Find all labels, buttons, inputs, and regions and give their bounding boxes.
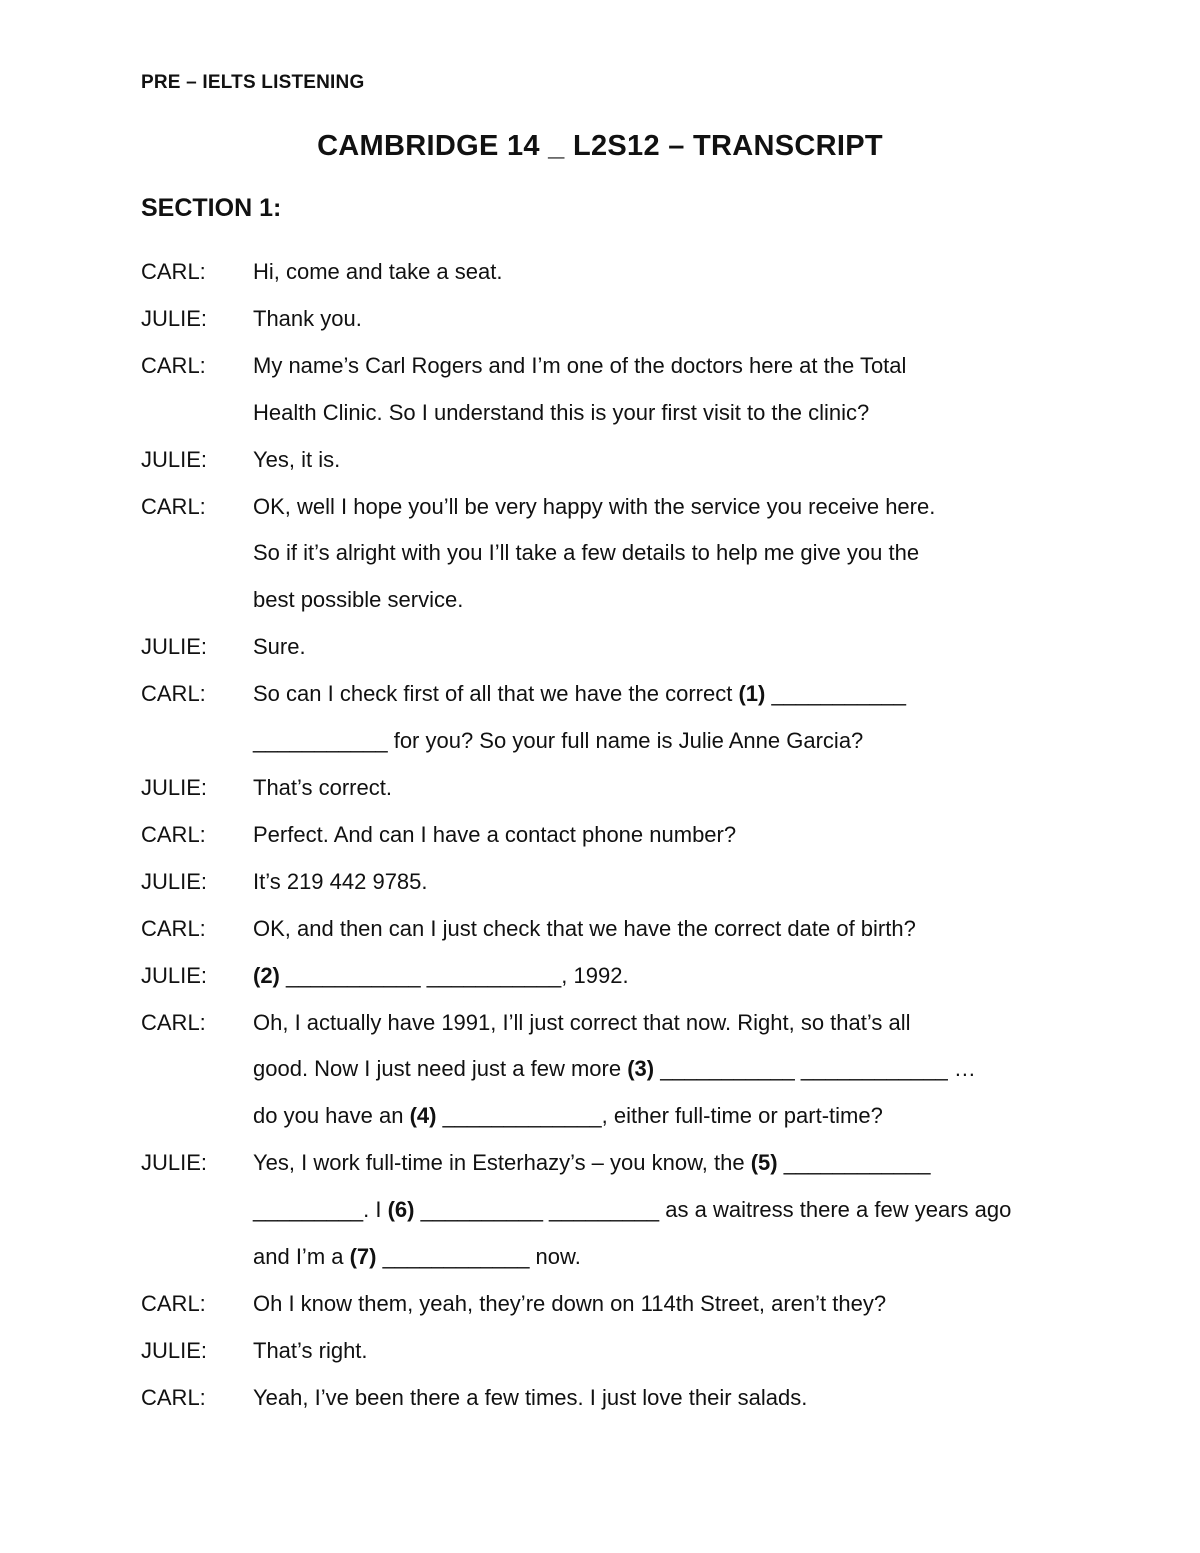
speech-fragment: Yes, it is. (253, 446, 341, 472)
dialogue-turn (141, 249, 1081, 296)
question-number: (1) (738, 681, 766, 707)
speech-line (253, 1328, 1081, 1375)
speech-text (253, 437, 1081, 484)
speech-fragment: My name’s Carl Rogers and I’m one of the doctors here at the Total (253, 352, 907, 378)
speech-fragment: good. Now I just need just a few more (253, 1056, 628, 1082)
speaker-label: JULIE: (141, 1337, 208, 1363)
speech-line (253, 577, 1081, 624)
speech-fragment: So if it’s alright with you I’ll take a few details to help me give you the (253, 540, 920, 566)
speech-fragment: ___________ (765, 681, 907, 707)
speech-fragment: Oh I know them, yeah, they’re down on 114th Street, aren’t they? (253, 1290, 887, 1316)
speaker-label: CARL: (141, 1009, 206, 1035)
speech-line (253, 1140, 1081, 1187)
question-number: (3) (627, 1056, 655, 1082)
speaker-label: CARL: (141, 259, 206, 284)
speech-line (253, 1234, 1081, 1281)
speech-text (253, 249, 1081, 296)
speech-text (253, 624, 1081, 671)
speaker-label: JULIE: (141, 305, 208, 331)
speech-fragment: do you have an (253, 1103, 410, 1129)
speaker-label: CARL: (141, 493, 206, 519)
speech-fragment: Sure. (253, 634, 306, 660)
document-title: CAMBRIDGE 14 _ L2S12 – TRANSCRIPT (317, 130, 883, 162)
speech-line (253, 953, 1081, 1000)
transcript-dialogue (141, 249, 1081, 1422)
question-number: (2) (253, 962, 280, 988)
speech-line (253, 1187, 1081, 1234)
question-number: (5) (750, 1150, 778, 1176)
speech-fragment: _________. I (253, 1197, 388, 1223)
dialogue-turn (141, 671, 1081, 765)
dialogue-turn (141, 1328, 1081, 1375)
dialogue-turn (141, 296, 1081, 343)
speech-fragment: Health Clinic. So I understand this is your first visit to the clinic? (253, 399, 870, 425)
speech-text (253, 859, 1081, 906)
speech-text (253, 953, 1081, 1000)
speech-line (253, 812, 1081, 859)
speech-line (253, 437, 1081, 484)
speaker-label: CARL: (141, 915, 206, 941)
question-number: (6) (387, 1197, 415, 1223)
speech-text (253, 1000, 1081, 1141)
speaker-label: JULIE: (141, 868, 208, 894)
speech-text (253, 343, 1081, 437)
speaker-label: CARL: (141, 681, 206, 707)
speech-text (253, 1375, 1081, 1422)
speech-fragment: ___________ ___________, 1992. (279, 962, 629, 988)
speech-fragment: and I’m a (253, 1244, 350, 1270)
page-header: PRE – IELTS LISTENING (141, 72, 365, 93)
speech-line (253, 249, 1081, 296)
speech-fragment: OK, and then can I just check that we have the correct date of birth? (253, 915, 916, 941)
question-number: (4) (409, 1103, 437, 1129)
dialogue-turn (141, 859, 1081, 906)
dialogue-turn (141, 906, 1081, 953)
speech-fragment: Hi, come and take a seat. (253, 259, 503, 284)
speech-fragment: So can I check first of all that we have the correct (253, 681, 739, 707)
speech-fragment: ____________ (777, 1150, 931, 1176)
speech-text (253, 1140, 1081, 1281)
speaker-label: CARL: (141, 1384, 206, 1410)
speaker-label: JULIE: (141, 1150, 208, 1176)
speech-fragment: best possible service. (253, 587, 464, 613)
dialogue-turn (141, 1000, 1081, 1141)
speech-fragment: __________ _________ as a waitress there a few years ago (414, 1197, 1012, 1223)
dialogue-turn (141, 1375, 1081, 1422)
speech-fragment: It’s 219 442 9785. (253, 868, 428, 894)
speech-fragment: _____________, either full-time or part-time? (436, 1103, 883, 1129)
speech-line (253, 906, 1081, 953)
dialogue-turn (141, 437, 1081, 484)
speech-line (253, 296, 1081, 343)
speaker-label: JULIE: (141, 446, 208, 472)
dialogue-turn (141, 343, 1081, 437)
speech-fragment: That’s correct. (253, 774, 392, 800)
speech-line (253, 1375, 1081, 1422)
dialogue-turn (141, 765, 1081, 812)
section-heading: SECTION 1: (141, 194, 282, 222)
speech-fragment: ____________ now. (376, 1244, 581, 1270)
speech-line (253, 1000, 1081, 1047)
speech-fragment: Yes, I work full-time in Esterhazy’s – you know, the (253, 1150, 751, 1176)
speech-text (253, 906, 1081, 953)
speech-fragment: OK, well I hope you’ll be very happy with the service you receive here. (253, 493, 936, 519)
dialogue-turn (141, 812, 1081, 859)
speech-fragment: Thank you. (253, 305, 362, 331)
speaker-label: JULIE: (141, 634, 208, 660)
dialogue-turn (141, 624, 1081, 671)
speaker-label: CARL: (141, 821, 206, 847)
speech-line (253, 718, 1081, 765)
speech-text (253, 812, 1081, 859)
speaker-label: CARL: (141, 352, 206, 378)
dialogue-turn (141, 1140, 1081, 1281)
dialogue-turn (141, 953, 1081, 1000)
dialogue-turn (141, 1281, 1081, 1328)
speech-fragment: That’s right. (253, 1337, 368, 1363)
speech-line (253, 624, 1081, 671)
speaker-label: JULIE: (141, 962, 208, 988)
speech-fragment: Oh, I actually have 1991, I’ll just correct that now. Right, so that’s all (253, 1009, 911, 1035)
speech-line (253, 343, 1081, 390)
speech-fragment: ___________ for you? So your full name is Julie Anne Garcia? (253, 728, 864, 754)
question-number: (7) (349, 1244, 377, 1270)
speech-text (253, 296, 1081, 343)
speech-fragment: Yeah, I’ve been there a few times. I just love their salads. (253, 1384, 808, 1410)
speech-line (253, 390, 1081, 437)
speech-line (253, 530, 1081, 577)
speech-fragment: ___________ ____________ … (654, 1056, 976, 1082)
speech-text (253, 1328, 1081, 1375)
speech-line (253, 1093, 1081, 1140)
speech-text (253, 484, 1081, 625)
speech-line (253, 1281, 1081, 1328)
speech-line (253, 484, 1081, 531)
speech-line (253, 765, 1081, 812)
dialogue-turn (141, 484, 1081, 625)
speech-text (253, 1281, 1081, 1328)
speech-text (253, 765, 1081, 812)
speech-text (253, 671, 1081, 765)
speaker-label: CARL: (141, 1290, 206, 1316)
speech-line (253, 1046, 1081, 1093)
speech-line (253, 859, 1081, 906)
speaker-label: JULIE: (141, 774, 208, 800)
speech-line (253, 671, 1081, 718)
speech-fragment: Perfect. And can I have a contact phone number? (253, 821, 737, 847)
